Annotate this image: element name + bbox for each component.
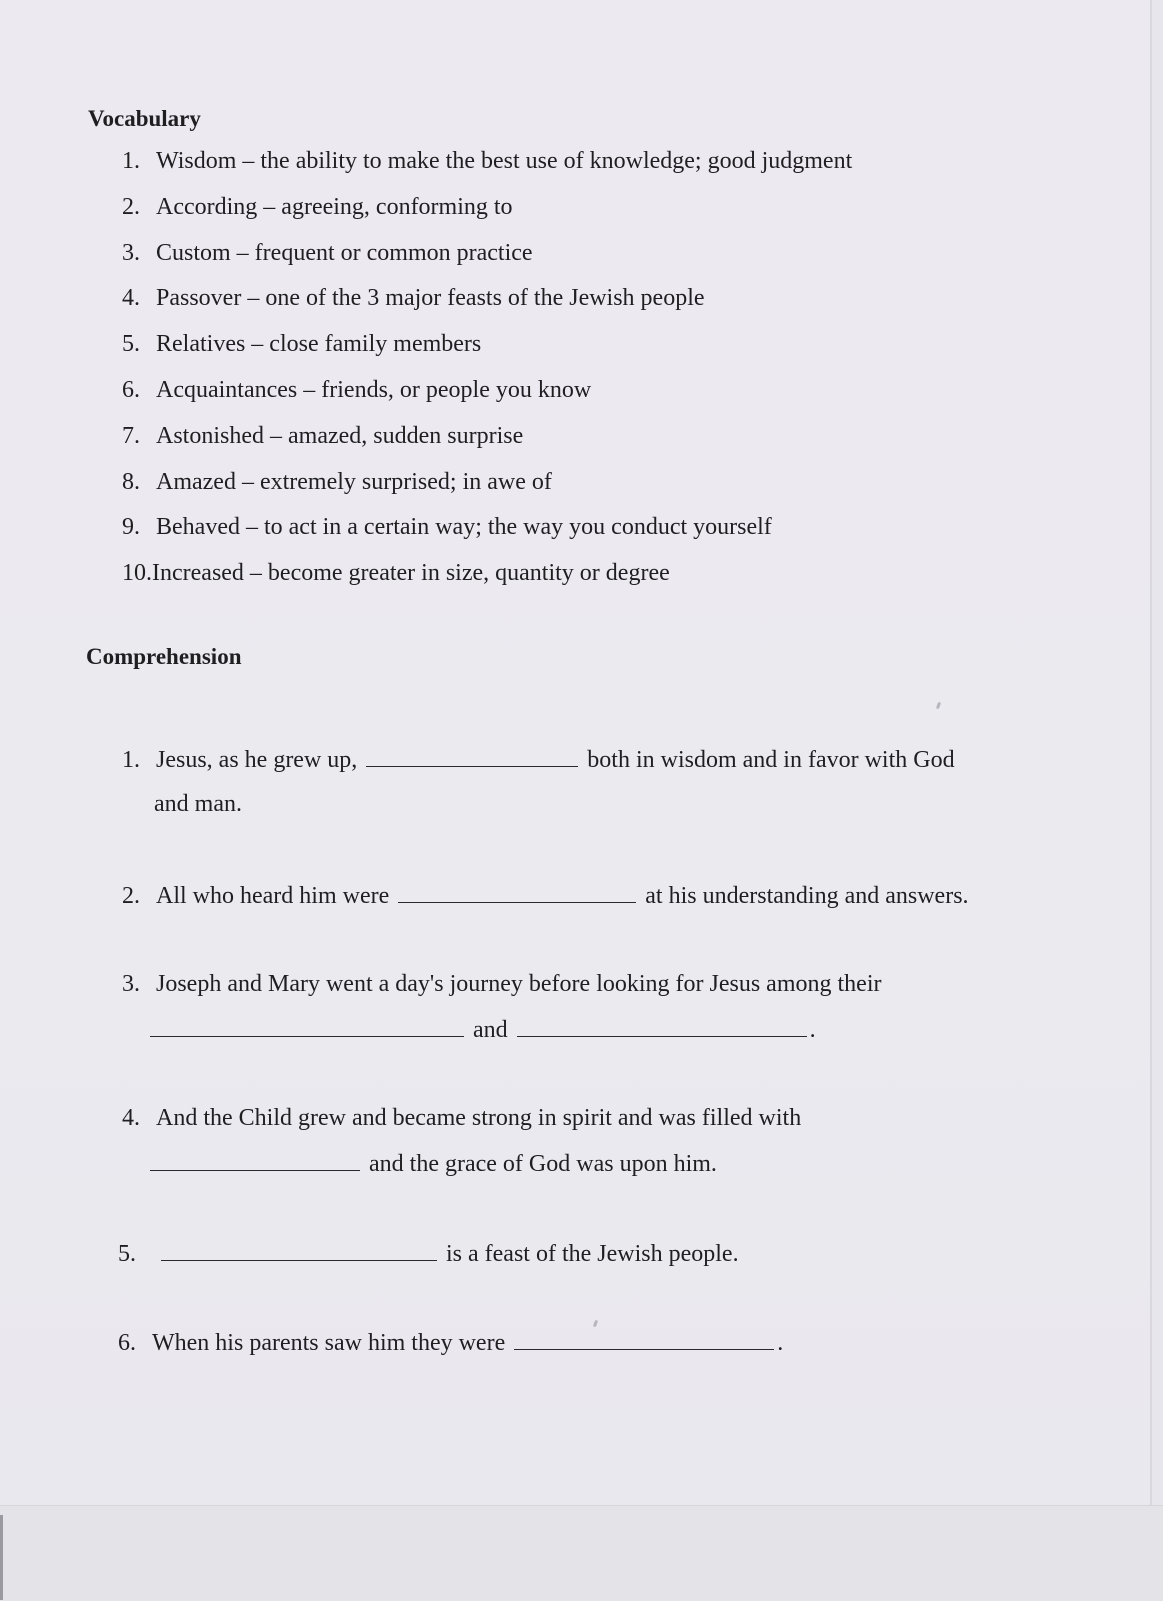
question-number: 4. <box>122 1105 140 1131</box>
list-item <box>122 421 852 467</box>
vocabulary-heading: Vocabulary <box>88 106 201 131</box>
question-3 <box>122 969 881 999</box>
question-number: 5. <box>118 1241 136 1267</box>
question-1-continuation: and man. <box>154 791 242 817</box>
answer-blank[interactable] <box>398 880 636 903</box>
item-number: 3. <box>122 239 140 266</box>
item-number: 1. <box>122 148 140 174</box>
vocab-definition: Astonished – amazed, sudden surprise <box>156 422 524 449</box>
question-text: at his understanding and answers. <box>645 883 969 909</box>
answer-blank[interactable] <box>150 1014 464 1037</box>
item-number: 6. <box>122 376 140 403</box>
question-3-continuation <box>150 1014 816 1045</box>
question-text: Joseph and Mary went a day's journey before looking for Jesus among their <box>156 971 882 997</box>
list-item <box>122 375 852 421</box>
list-item <box>122 283 852 329</box>
comprehension-heading: Comprehension <box>86 644 242 669</box>
question-number: 6. <box>118 1330 136 1356</box>
vocab-definition: Wisdom – the ability to make the best use of knowledge; good judgment <box>156 148 853 174</box>
question-6 <box>118 1327 783 1358</box>
question-text: and <box>473 1017 508 1043</box>
item-number: 10. <box>122 560 152 587</box>
scan-edge-shadow <box>0 1515 3 1600</box>
vocab-definition: Custom – frequent or common practice <box>156 239 533 266</box>
vocab-definition: Relatives – close family members <box>156 331 482 358</box>
list-item <box>122 329 852 375</box>
item-number: 8. <box>122 468 140 495</box>
question-5 <box>118 1238 739 1269</box>
answer-blank[interactable] <box>517 1014 807 1037</box>
vocab-definition: Increased – become greater in size, quantity or degree <box>152 560 670 587</box>
answer-blank[interactable] <box>150 1148 360 1171</box>
question-4-continuation <box>150 1148 717 1179</box>
list-item <box>122 558 852 604</box>
question-text: . <box>809 1017 816 1043</box>
vocab-definition: Amazed – extremely surprised; in awe of <box>156 468 552 495</box>
item-number: 5. <box>122 331 140 358</box>
item-number: 7. <box>122 422 140 449</box>
list-item <box>122 512 852 558</box>
scan-background-strip <box>0 1505 1163 1601</box>
answer-blank[interactable] <box>514 1327 774 1350</box>
question-number: 3. <box>122 971 140 997</box>
question-2 <box>122 880 969 911</box>
question-text: And the Child grew and became strong in spirit and was filled with <box>156 1105 802 1131</box>
vocab-definition: According – agreeing, conforming to <box>156 193 513 220</box>
question-4 <box>122 1103 801 1133</box>
answer-blank[interactable] <box>366 744 578 767</box>
vocab-definition: Behaved – to act in a certain way; the way you conduct yourself <box>156 514 772 541</box>
list-item <box>122 146 852 192</box>
question-text: is a feast of the Jewish people. <box>446 1241 739 1267</box>
vocab-definition: Passover – one of the 3 major feasts of the Jewish people <box>156 285 705 312</box>
item-number: 9. <box>122 514 140 541</box>
question-text: Jesus, as he grew up, <box>156 747 358 773</box>
list-item <box>122 238 852 284</box>
question-number: 2. <box>122 883 140 909</box>
vocabulary-list <box>122 146 852 604</box>
question-text: and the grace of God was upon him. <box>369 1151 717 1177</box>
vocab-definition: Acquaintances – friends, or people you know <box>156 376 592 403</box>
answer-blank[interactable] <box>161 1238 437 1261</box>
question-text: both in wisdom and in favor with God <box>587 747 955 773</box>
list-item <box>122 192 852 238</box>
item-number: 4. <box>122 285 140 312</box>
question-text: When his parents saw him they were <box>152 1330 506 1356</box>
question-number: 1. <box>122 747 140 773</box>
list-item <box>122 467 852 513</box>
question-1 <box>122 744 955 775</box>
question-text: All who heard him were <box>156 883 390 909</box>
question-text: . <box>777 1330 784 1356</box>
item-number: 2. <box>122 193 140 220</box>
